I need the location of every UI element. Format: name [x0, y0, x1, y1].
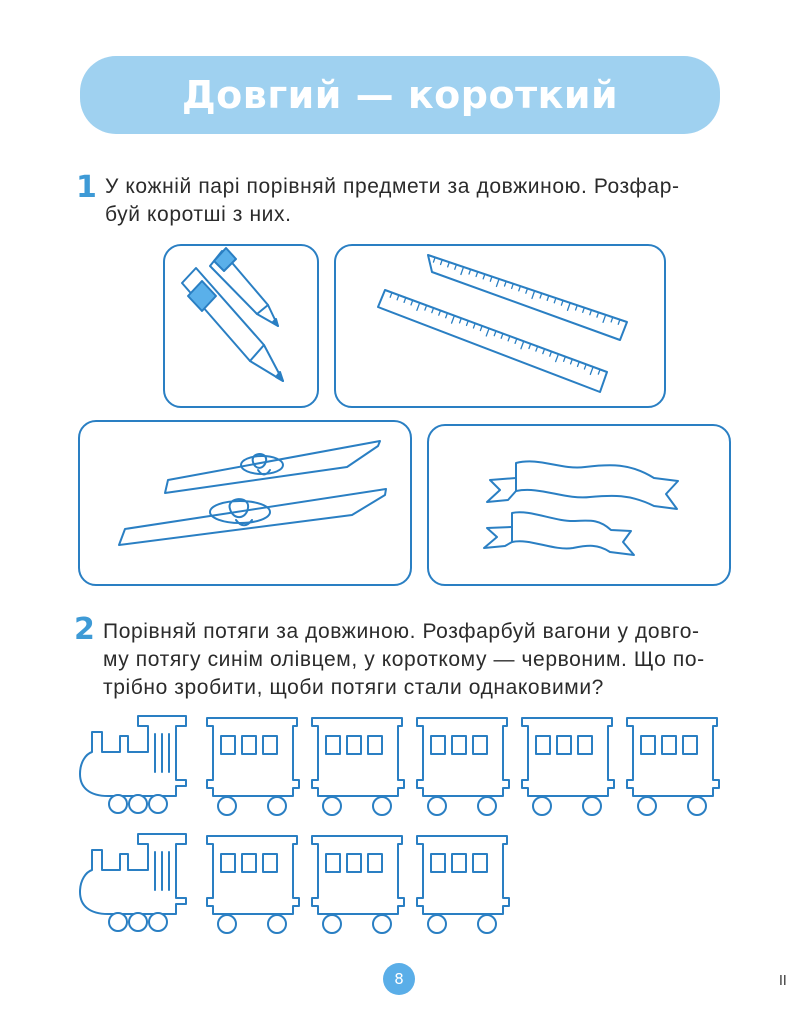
wheel	[478, 797, 496, 815]
page-title: Довгий — короткий	[181, 73, 619, 117]
wagon	[417, 718, 509, 815]
locomotive	[80, 716, 186, 813]
window	[368, 854, 382, 872]
wheel	[373, 797, 391, 815]
wagon	[417, 836, 509, 933]
wheel	[218, 797, 236, 815]
task-1-line-1: У кожній парі порівняй предмети за довжиною. Розфар-	[105, 175, 680, 198]
wheel	[109, 913, 127, 931]
short-train	[80, 834, 509, 933]
wheel	[129, 795, 147, 813]
wagon	[522, 718, 614, 815]
window	[242, 736, 256, 754]
window	[536, 736, 550, 754]
wheel	[533, 797, 551, 815]
wheel	[218, 915, 236, 933]
window	[431, 736, 445, 754]
wheel	[428, 915, 446, 933]
page-number: 8	[394, 970, 404, 988]
task-2-line-1: Порівняй потяги за довжиною. Розфарбуй вагони у довго-	[103, 620, 700, 643]
window	[221, 736, 235, 754]
window	[578, 736, 592, 754]
wheel	[688, 797, 706, 815]
window	[263, 736, 277, 754]
wagon	[627, 718, 719, 815]
wheel	[428, 797, 446, 815]
window	[263, 854, 277, 872]
wheel	[373, 915, 391, 933]
task-2-line-3: трібно зробити, щоби потяги стали однаковими?	[103, 676, 604, 699]
wagon	[207, 836, 299, 933]
page-number-badge	[383, 963, 415, 995]
wheel	[149, 913, 167, 931]
window	[326, 854, 340, 872]
window	[347, 736, 361, 754]
wheel	[638, 797, 656, 815]
ski-icon	[165, 441, 380, 493]
window	[662, 736, 676, 754]
window	[641, 736, 655, 754]
long-train	[80, 716, 719, 815]
wheel	[478, 915, 496, 933]
wheel	[323, 797, 341, 815]
wagon	[312, 836, 404, 933]
window	[557, 736, 571, 754]
window	[242, 854, 256, 872]
window	[683, 736, 697, 754]
margin-mark: II	[779, 974, 787, 989]
window	[431, 854, 445, 872]
task-1-line-2: буй коротші з них.	[105, 203, 292, 226]
window	[452, 854, 466, 872]
task-1-number: 1	[76, 170, 97, 205]
locomotive	[80, 834, 186, 931]
wheel	[109, 795, 127, 813]
wheel	[323, 915, 341, 933]
window	[473, 854, 487, 872]
window	[347, 854, 361, 872]
window	[221, 854, 235, 872]
wheel	[583, 797, 601, 815]
window	[368, 736, 382, 754]
window	[473, 736, 487, 754]
ribbon-icon	[487, 461, 678, 509]
task-2-number: 2	[74, 612, 95, 647]
wagon	[207, 718, 299, 815]
task-2-text	[103, 618, 705, 702]
wheel	[268, 797, 286, 815]
wheel	[129, 913, 147, 931]
ski-icon	[119, 489, 386, 545]
window	[452, 736, 466, 754]
wagon	[312, 718, 404, 815]
window	[326, 736, 340, 754]
wheel	[268, 915, 286, 933]
wheel	[149, 795, 167, 813]
ribbon-icon	[484, 512, 634, 555]
task-2-line-2: му потягу синім олівцем, у короткому — червоним. Що по-	[103, 648, 705, 671]
